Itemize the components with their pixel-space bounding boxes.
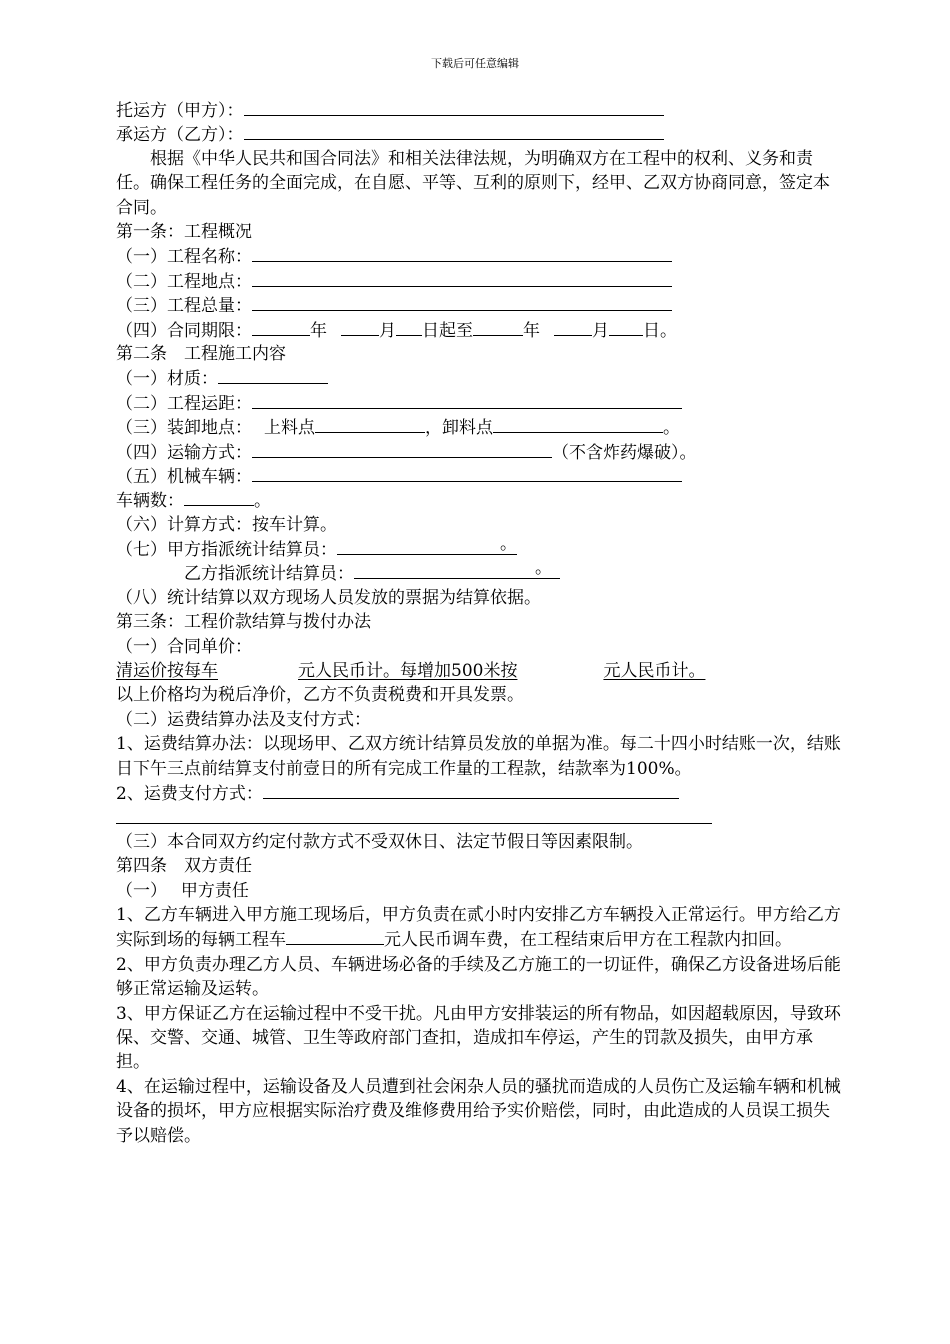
calc-method-line: （六）计算方式：按车计算。: [116, 514, 337, 535]
transport-note: （不含炸药爆破）。: [552, 442, 697, 463]
page-header: 下载后可任意编辑: [431, 57, 519, 70]
holiday-clause-line: （三）本合同双方约定付款方式不受双休日、法定节假日等因素限制。: [116, 831, 643, 852]
stat-b-period: 。: [535, 558, 552, 579]
vehicle-count-label: 车辆数：: [116, 491, 184, 512]
load-point-label: 上料点: [264, 418, 315, 439]
stat-a-blank: [337, 533, 517, 555]
stat-a-line: [116, 533, 846, 561]
stat-b-label: 乙方指派统计结算员：: [184, 564, 354, 585]
settle-method-paragraph: 1、运费结算办法：以现场甲、乙双方统计结算员发放的单据为准。每二十四小时结账一次，结账日下午三点前结算支付前壹日的所有完成工作量的工程款，结款率为100%。: [116, 734, 841, 779]
day-from-text: 日起至: [422, 320, 473, 341]
unit-price-line: （一）合同单价：: [116, 636, 252, 657]
party-a-duty-title: （一） 甲方责任: [116, 880, 249, 901]
stat-a-label: （七）甲方指派统计结算员：: [116, 540, 337, 561]
month-text: 月: [379, 320, 396, 341]
loading-period: 。: [663, 418, 680, 439]
price-line: [116, 659, 846, 683]
month2-text: 月: [592, 320, 609, 341]
project-total-line: [116, 293, 846, 317]
payment-method-blank: [263, 781, 679, 799]
price-part-b: 元人民币计。每增加500米按: [298, 661, 518, 682]
contract-period-label: （四）合同期限：: [116, 320, 252, 341]
transport-blank: [252, 440, 552, 458]
payment-method-rule: [116, 805, 712, 824]
material-blank: [218, 366, 328, 384]
transport-line: [116, 440, 846, 464]
payment-method-label: 2、运费支付方式：: [116, 784, 263, 805]
vehicle-count-line: [116, 488, 846, 512]
party-a-duty-1: [116, 903, 846, 953]
duty-1-text-post: 元人民币调车费，在工程结束后甲方在工程款内扣回。: [384, 930, 792, 951]
article-1-title: 第一条：工程概况: [116, 222, 252, 242]
unload-point-label: 卸料点: [442, 418, 493, 439]
intro-paragraph: 根据《中华人民共和国合同法》和相关法律法规，为明确双方在工程中的权利、义务和责任。确保工程任务的全面完成，在自愿、平等、互利的原则下，经甲、乙双方协商同意，签定本合同。: [116, 148, 830, 218]
tax-note-line: 以上价格均为税后净价，乙方不负责税费和开具发票。: [116, 685, 524, 706]
project-name-label: （一）工程名称：: [116, 247, 252, 268]
start-month-blank: [341, 318, 379, 336]
comma-text: ，: [425, 418, 442, 439]
end-day-blank: [609, 318, 643, 336]
project-site-label: （二）工程地点：: [116, 271, 252, 292]
party-b-label: 承运方（乙方）：: [116, 125, 244, 146]
unload-point-blank: [493, 415, 663, 433]
payment-method-line: [116, 781, 846, 805]
vehicle-count-period: 。: [254, 491, 271, 512]
project-total-label: （三）工程总量：: [116, 296, 252, 317]
stat-b-blank: [354, 558, 560, 579]
start-year-blank: [252, 318, 310, 336]
project-name-line: [116, 244, 846, 268]
party-b-blank: [244, 122, 664, 140]
distance-label: （二）工程运距：: [116, 393, 252, 414]
party-a-label: 托运方（甲方）：: [116, 101, 244, 121]
start-day-blank: [396, 318, 422, 336]
end-year-blank: [473, 318, 523, 336]
article-2-title: 第二条 工程施工内容: [116, 343, 286, 364]
party-a-duty-2: 2、甲方负责办理乙方人员、车辆进场必备的手续及乙方施工的一切证件，确保乙方设备进场后能够正常运输及运转。: [116, 954, 841, 1000]
day-end-text: 日。: [643, 320, 677, 341]
party-a-duty-4: 4、在运输过程中，运输设备及人员遭到社会闲杂人员的骚扰而造成的人员伤亡及运输车辆和机械设备的损坏，甲方应根据实际治疗费及维修费用给予实价赔偿，同时，由此造成的人员误工损失予以赔偿。: [116, 1076, 841, 1146]
duty-1-text-pre: 1、乙方车辆进入甲方施工现场后，甲方负责在贰小时内安排乙方车辆投入正常运行。甲方给乙方实际到场的每辆工程车: [116, 904, 841, 951]
load-point-blank: [315, 415, 425, 433]
article-3-title: 第三条：工程价款结算与拨付办法: [116, 612, 371, 633]
material-label: （一）材质：: [116, 369, 218, 390]
loading-label: （三）装卸地点：: [116, 418, 252, 439]
distance-line: [116, 391, 846, 415]
project-name-blank: [252, 244, 672, 262]
party-b-line: [116, 122, 846, 146]
material-line: [116, 366, 846, 390]
stat-a-period: 。: [500, 533, 517, 554]
project-site-line: [116, 269, 846, 293]
dispatch-fee-blank: [286, 927, 384, 945]
stat-basis-line: （八）统计结算以双方现场人员发放的票据为结算依据。: [116, 587, 541, 608]
end-month-blank: [554, 318, 592, 336]
vehicles-blank: [252, 464, 682, 482]
transport-label: （四）运输方式：: [116, 442, 252, 463]
contract-period-line: [116, 318, 846, 342]
price-part-c: 元人民币计。: [603, 661, 706, 682]
project-site-blank: [252, 269, 672, 287]
stat-b-line: [116, 558, 846, 585]
vehicles-line: [116, 464, 846, 488]
party-a-blank: [244, 98, 664, 116]
contract-body: [116, 98, 846, 1148]
year-text: 年: [310, 320, 327, 341]
project-total-blank: [252, 293, 672, 311]
article-4-title: 第四条 双方责任: [116, 856, 252, 877]
price-part-a: 清运价按每车: [116, 661, 218, 682]
payment-method-continuation: [116, 805, 846, 829]
loading-line: [116, 415, 846, 439]
vehicles-label: （五）机械车辆：: [116, 466, 252, 487]
vehicle-count-blank: [184, 488, 254, 506]
party-a-line: [116, 98, 846, 122]
year2-text: 年: [523, 320, 540, 341]
settle-title-line: （二）运费结算办法及支付方式：: [116, 709, 371, 730]
distance-blank: [252, 391, 682, 409]
party-a-duty-3: 3、甲方保证乙方在运输过程中不受干扰。凡由甲方安排装运的所有物品，如因超载原因，导致环保、交警、交通、城管、卫生等政府部门查扣，造成扣车停运，产生的罚款及损失，由甲方承担。: [116, 1003, 841, 1073]
